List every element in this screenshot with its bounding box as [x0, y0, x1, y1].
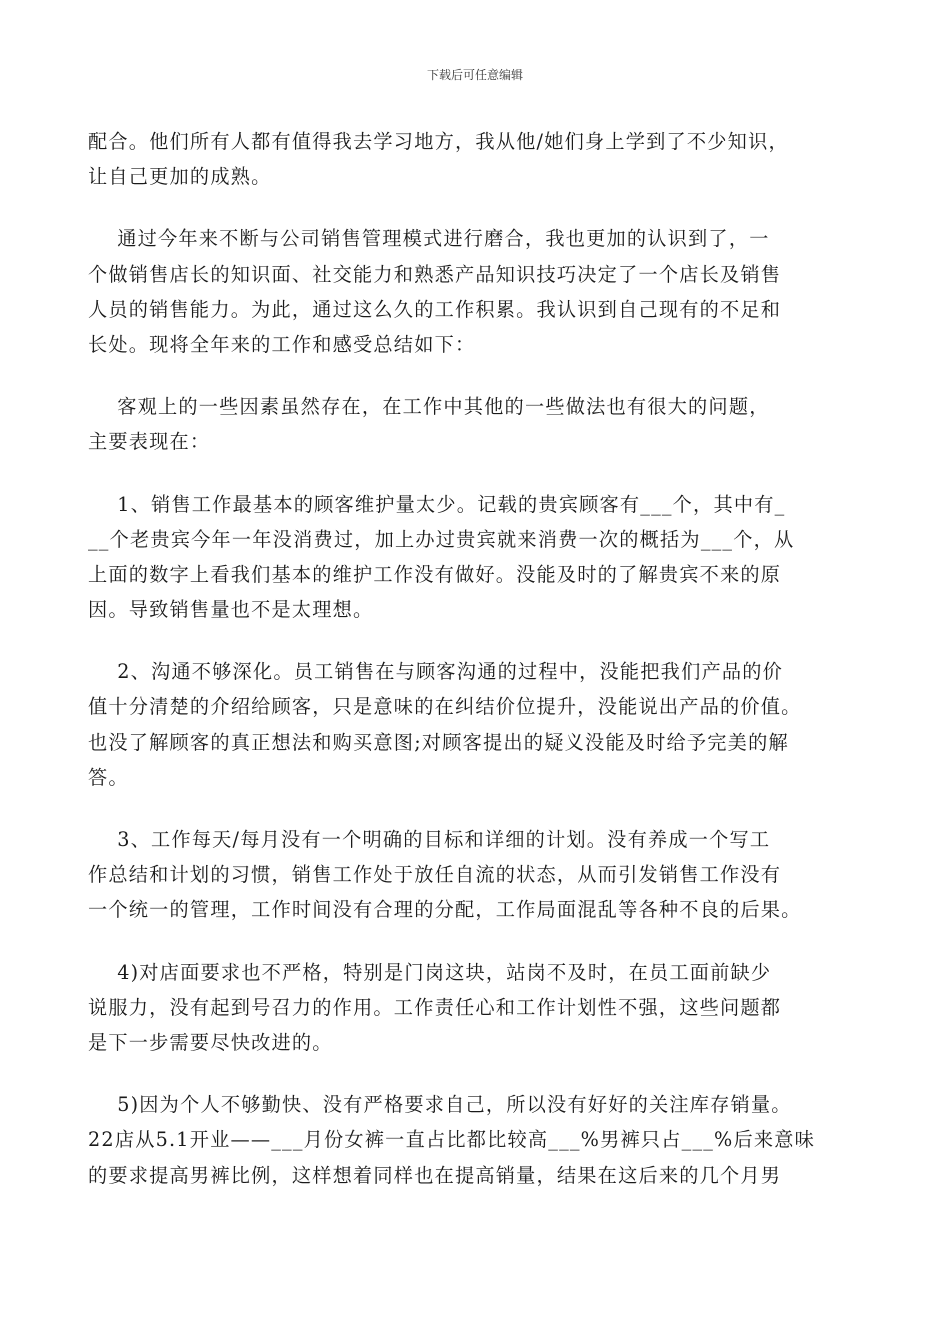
paragraph-problems-intro: [88, 389, 868, 459]
paragraph-item-5: [88, 1087, 868, 1193]
text-line: 因。导致销售量也不是太理想。: [88, 598, 374, 622]
text-line: 通过今年来不断与公司销售管理模式进行磨合，我也更加的认识到了，一: [88, 227, 770, 251]
text-line: 答。: [88, 765, 129, 789]
text-line: 让自己更加的成熟。: [88, 165, 272, 189]
text-line: 长处。现将全年来的工作和感受总结如下：: [88, 332, 476, 356]
paragraph-item-4: [88, 955, 868, 1061]
text-line: 说服力，没有起到号召力的作用。工作责任心和工作计划性不强，这些问题都: [88, 995, 782, 1019]
text-line: 客观上的一些因素虽然存在，在工作中其他的一些做法也有很大的问题，: [88, 395, 770, 419]
text-line: 2、沟通不够深化。员工销售在与顾客沟通的过程中，没能把我们产品的价: [88, 660, 784, 684]
text-line: 5)因为个人不够勤快、没有严格要求自己，所以没有好好的关注库存销量。: [88, 1093, 792, 1117]
text-line: 上面的数字上看我们基本的维护工作没有做好。没能及时的了解贵宾不来的原: [88, 562, 782, 586]
text-line: 是下一步需要尽快改进的。: [88, 1030, 333, 1054]
text-line: 22店从5.1开业——___月份女裤一直占比都比较高___%男裤只占___%后来意味: [88, 1128, 816, 1152]
text-line: 配合。他们所有人都有值得我去学习地方，我从他/她们身上学到了不少知识，: [88, 130, 789, 153]
text-line: 3、工作每天/每月没有一个明确的目标和详细的计划。没有养成一个写工: [88, 828, 771, 851]
paragraph-item-1: [88, 487, 868, 628]
text-line: 主要表现在：: [88, 430, 211, 454]
text-line: 的要求提高男裤比例，这样想着同样也在提高销量，结果在这后来的几个月男: [88, 1163, 782, 1187]
paragraph-cooperation: [88, 124, 868, 194]
paragraph-introduction: [88, 221, 868, 362]
text-line: 个做销售店长的知识面、社交能力和熟悉产品知识技巧决定了一个店长及销售: [88, 262, 782, 286]
paragraph-item-3: [88, 822, 868, 928]
text-line: 作总结和计划的习惯，销售工作处于放任自流的状态，从而引发销售工作没有: [88, 863, 782, 887]
text-line: 人员的销售能力。为此，通过这么久的工作积累。我认识到自己现有的不足和: [88, 297, 782, 321]
text-line: 4)对店面要求也不严格，特别是门岗这块，站岗不及时，在员工面前缺少: [88, 960, 772, 984]
paragraph-item-2: [88, 654, 868, 795]
document-body: [88, 124, 868, 1220]
text-line: 也没了解顾客的真正想法和购买意图;对顾客提出的疑义没能及时给予完美的解: [88, 730, 789, 754]
text-line: 值十分清楚的介绍给顾客，只是意味的在纠结价位提升，没能说出产品的价值。: [88, 695, 802, 719]
text-line: 1、销售工作最基本的顾客维护量太少。记载的贵宾顾客有___个，其中有_: [88, 492, 786, 516]
text-line: __个老贵宾今年一年没消费过，加上办过贵宾就来消费一次的概括为___个，从: [88, 527, 795, 551]
text-line: 一个统一的管理，工作时间没有合理的分配，工作局面混乱等各种不良的后果。: [88, 898, 802, 922]
page-header: 下载后可任意编辑: [426, 68, 523, 82]
